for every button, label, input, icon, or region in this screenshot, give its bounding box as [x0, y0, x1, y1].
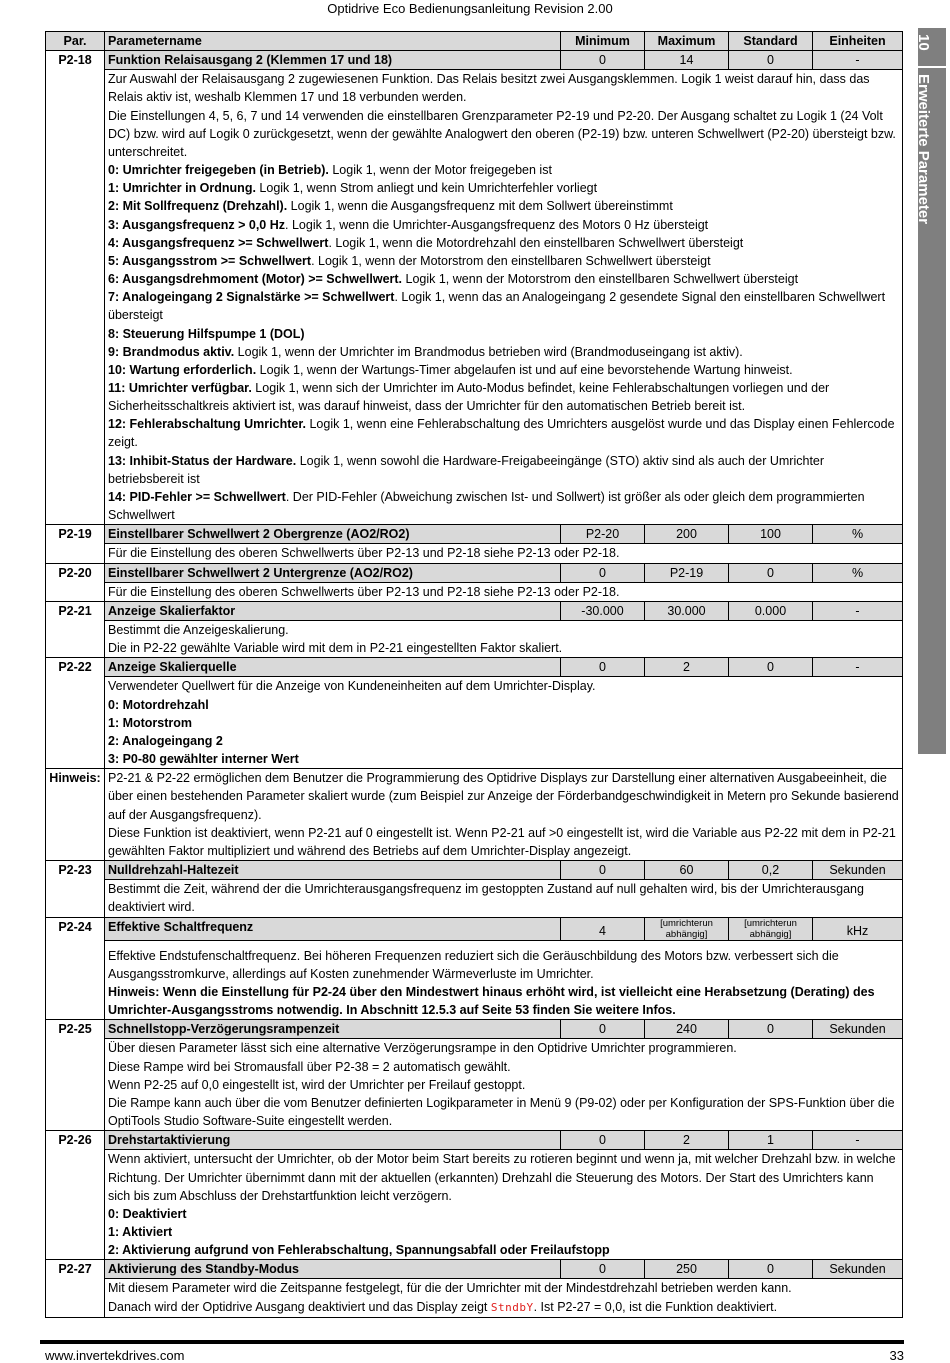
section-title: Erweiterte Parameter [915, 74, 932, 225]
option-item [108, 452, 899, 488]
option-text: Logik 1, wenn sowohl die Hardware-Freigabeeingänge (STO) aktiv sind als auch der Umrichter betriebsbereit ist [108, 453, 825, 486]
option-label: 9: Brandmodus aktiv. [108, 344, 235, 359]
param-max: 200 [645, 525, 729, 544]
param-name: Anzeige Skalierfaktor [105, 601, 561, 620]
desc-text: . Ist P2-27 = 0,0, ist die Funktion deaktiviert. [533, 1299, 778, 1314]
option-label: 2: Mit Sollfrequenz (Drehzahl). [108, 199, 288, 214]
option-item: 3: P0-80 gewählter interner Wert [108, 752, 299, 767]
option-item: 1: Aktiviert [108, 1225, 173, 1239]
param-desc-p2-23 [46, 880, 903, 917]
param-max: 250 [645, 1260, 729, 1279]
section-number-box [915, 28, 946, 68]
param-default: [umrichterun abhängig] [729, 917, 813, 940]
param-default: 1 [729, 1131, 813, 1150]
option-text: . Logik 1, wenn die Motordrehzahl den einstellbaren Schwellwert übersteigt [328, 235, 744, 250]
col-par: Par. [46, 32, 105, 51]
param-id: P2-20 [46, 563, 105, 601]
option-label: 13: Inhibit-Status der Hardware. [108, 453, 297, 468]
param-max: 2 [645, 658, 729, 677]
param-default: 0 [729, 1260, 813, 1279]
note-label: Hinweis: [46, 769, 105, 861]
desc-paragraph: Zur Auswahl der Relaisausgang 2 zugewiesenen Funktion. Das Relais besitzt zwei Ausgangsklemmen. Logik 1 weist darauf hin, dass das Relais aktiv ist, weshalb Klemmen 17 und 18 verbunden werden. [108, 72, 870, 105]
param-max: 240 [645, 1020, 729, 1039]
param-row-p2-26 [46, 1131, 903, 1150]
option-text: Logik 1, wenn der Wartungs-Timer abgelaufen ist und auf eine bevorstehende Wartung hinweist. [256, 362, 793, 377]
option-label: 10: Wartung erforderlich. [108, 362, 257, 377]
param-row-p2-18 [46, 51, 903, 70]
option-label: 8: Steuerung Hilfspumpe 1 (DOL) [108, 326, 305, 341]
option-text: Logik 1, wenn der Umrichter im Brandmodus betrieben wird (Brandmoduseingang ist aktiv). [234, 344, 743, 359]
footer-website: www.invertekdrives.com [45, 1348, 185, 1363]
option-item: 0: Deaktiviert [108, 1206, 187, 1221]
param-min: -30.000 [561, 601, 645, 620]
note-paragraph: P2-21 & P2-22 ermöglichen dem Benutzer die Programmierung des Optidrive Displays zur Darstellung einer alternativen Ausgabeeinheit, die über einen bestehenden Parameter skaliert wurde (zum Beispiel zur Anzeige der Förderbandgeschwindigkeit in Metern pro Sekunde basierend auf der Ausgangsfrequenz). [108, 771, 899, 822]
desc-line: Über diesen Parameter lässt sich eine alternative Verzögerungsrampe in den Optidrive Umrichter programmieren. [108, 1041, 737, 1056]
param-unit: % [813, 525, 903, 544]
param-description: Für die Einstellung des oberen Schwellwerts über P2-13 und P2-18 siehe P2-13 oder P2-18. [105, 544, 903, 563]
param-unit: - [813, 658, 903, 677]
option-item [108, 179, 899, 197]
desc-line: Wenn P2-25 auf 0,0 eingestellt ist, wird der Umrichter per Freilauf gestoppt. [108, 1077, 526, 1092]
param-row-p2-21 [46, 601, 903, 620]
param-id: P2-21 [46, 601, 105, 657]
option-item [108, 252, 899, 270]
param-name: Einstellbarer Schwellwert 2 Obergrenze (AO2/RO2) [105, 525, 561, 544]
param-id: P2-24 [46, 917, 105, 1020]
option-label: 14: PID-Fehler >= Schwellwert [108, 489, 286, 504]
param-name: Einstellbarer Schwellwert 2 Untergrenze (AO2/RO2) [105, 563, 561, 582]
param-unit: Sekunden [813, 1020, 903, 1039]
option-text: Logik 1, wenn die Ausgangsfrequenz mit dem Sollwert übereinstimmt [287, 199, 673, 214]
param-unit: - [813, 601, 903, 620]
param-desc-p2-19 [46, 544, 903, 563]
param-description [105, 70, 903, 525]
param-min: 0 [561, 1020, 645, 1039]
desc-paragraph: Die Einstellungen 4, 5, 6, 7 und 14 verwenden die einstellbaren Grenzparameter P2-19 und P2-20. Der Ausgang schaltet zu Logik 1 (24 Volt DC) bzw. wird auf Logik 0 zurückgesetzt, wenn der gewählte Analogwert den oberen (P2-19) bzw. unteren Schwellwert (P2-20) übersteigt bzw. unterschreitet. [108, 108, 896, 159]
param-min: 0 [561, 658, 645, 677]
param-row-p2-19 [46, 525, 903, 544]
param-unit: - [813, 1131, 903, 1150]
option-item: 2: Analogeingang 2 [108, 733, 223, 748]
option-label: 0: Umrichter freigegeben (in Betrieb). [108, 163, 329, 178]
param-max: [umrichterun abhängig] [645, 917, 729, 940]
option-item [108, 379, 899, 415]
standby-display-text: StndbY [490, 1300, 534, 1314]
param-id: P2-27 [46, 1260, 105, 1317]
option-text: . Der PID-Fehler (Abweichung zwischen Ist- und Sollwert) ist größer als oder gleich dem programmierten Schwellwert [108, 489, 865, 523]
param-desc-p2-26 [46, 1150, 903, 1260]
param-id: P2-26 [46, 1131, 105, 1260]
param-row-p2-22 [46, 658, 903, 677]
param-description [105, 1150, 903, 1260]
desc-line: Mit diesem Parameter wird die Zeitspanne festgelegt, für die der Umrichter mit der Mindestdrehzahl betrieben werden kann. [108, 1281, 792, 1296]
param-unit: kHz [813, 917, 903, 940]
option-item [108, 325, 899, 343]
page-header: Optidrive Eco Bedienungsanleitung Revision 2.00 [327, 1, 613, 16]
param-desc-p2-25 [46, 1039, 903, 1131]
param-row-p2-20 [46, 563, 903, 582]
param-default: 0,2 [729, 861, 813, 880]
option-label: 5: Ausgangsstrom >= Schwellwert [108, 253, 312, 268]
desc-line: Verwendeter Quellwert für die Anzeige von Kundeneinheiten auf dem Umrichter-Display. [108, 679, 596, 694]
desc-line: Bestimmt die Anzeigeskalierung. [108, 623, 289, 637]
param-name: Nulldrehzahl-Haltezeit [105, 861, 561, 880]
param-min: 0 [561, 563, 645, 582]
desc-line [108, 1298, 899, 1317]
option-item: 2: Aktivierung aufgrund von Fehlerabschaltung, Spannungsabfall oder Freilaufstopp [108, 1243, 610, 1258]
param-unit: Sekunden [813, 861, 903, 880]
option-text: Logik 1, wenn eine Fehlerabschaltung des Umrichters ausgelöst wurde und das Display einen Fehlercode zeigt. [108, 417, 895, 450]
param-description [105, 1039, 903, 1131]
param-max: 2 [645, 1131, 729, 1150]
option-text: . Logik 1, wenn die Umrichter-Ausgangsfrequenz des Motors 0 Hz übersteigt [285, 217, 709, 232]
param-desc-p2-21 [46, 621, 903, 658]
section-number: 10 [915, 34, 932, 51]
desc-paragraph: Effektive Endstufenschaltfrequenz. Bei höheren Frequenzen reduziert sich die Geräuschbildung des Motors bzw. verbessert sich die Ausgangsstromkurve, allerdings auf Kosten zunehmender Wärmeverluste im Umrichter. [108, 948, 839, 981]
option-list [108, 161, 899, 524]
option-item [108, 343, 899, 361]
page-number: 33 [889, 1348, 904, 1363]
param-max: 60 [645, 861, 729, 880]
footer-rule [40, 1340, 904, 1344]
desc-line: Diese Rampe wird bei Stromausfall über P2-38 = 2 automatisch gewählt. [108, 1059, 511, 1074]
param-default: 100 [729, 525, 813, 544]
param-desc-p2-27 [46, 1279, 903, 1317]
param-unit: - [813, 51, 903, 70]
param-id: P2-25 [46, 1020, 105, 1131]
param-description: Bestimmt die Zeit, während der die Umrichterausgangsfrequenz im gestoppten Zustand auf null gehalten wird, bis der Umrichterausgang deaktiviert wird. [105, 880, 903, 917]
param-default: 0 [729, 1020, 813, 1039]
option-label: 12: Fehlerabschaltung Umrichter. [108, 417, 306, 432]
option-text: Logik 1, wenn der Motor freigegeben ist [328, 163, 552, 178]
desc-paragraph: Wenn aktiviert, untersucht der Umrichter, ob der Motor beim Start bereits zu rotieren beginnt und wenn ja, mit welcher Drehzahl bzw. in welche Richtung. Der Umrichter übernimmt dann mit der aktuellen (erkannten) Drehzahl die Steuerung des Motors. Der Start des Umrichters kann sich bis zum Abschluss der Drehstartfunktion leicht verzögern. [108, 1152, 896, 1203]
param-name: Aktivierung des Standby-Modus [105, 1260, 561, 1279]
param-unit: Sekunden [813, 1260, 903, 1279]
param-max: P2-19 [645, 563, 729, 582]
col-name: Parametername [105, 32, 561, 51]
option-text: Logik 1, wenn der Motorstrom den einstellbaren Schwellwert übersteigt [402, 272, 799, 287]
option-label: 6: Ausgangsdrehmoment (Motor) >= Schwellwert. [108, 272, 403, 287]
option-item [108, 361, 899, 379]
option-item [108, 488, 899, 524]
option-text: . Logik 1, wenn das an Analogeingang 2 gesendete Signal den einstellbaren Schwellwert übersteigt [108, 290, 886, 323]
option-item [108, 161, 899, 179]
param-default: 0 [729, 51, 813, 70]
table-header-row [46, 32, 903, 51]
note-paragraph: Diese Funktion ist deaktiviert, wenn P2-21 auf 0 eingestellt ist. Wenn P2-21 auf >0 eingestellt ist, wird die Variable aus P2-22 mit dem in P2-21 gewählten Faktor multipliziert und während des Betriebs auf dem Umrichter-Display angezeigt. [108, 825, 896, 858]
desc-text: Danach wird der Optidrive Ausgang deaktiviert und das Display zeigt [108, 1299, 491, 1314]
param-min: P2-20 [561, 525, 645, 544]
option-label: 7: Analogeingang 2 Signalstärke >= Schwellwert [108, 290, 395, 305]
param-min: 0 [561, 861, 645, 880]
desc-line: Die Rampe kann auch über die vom Benutzer definierten Logikparameter in Menü 9 (P9-02) oder per Konfiguration der SPS-Funktion über die OptiTools Studio Software-Suite eingestellt werden. [108, 1095, 895, 1129]
option-item [108, 288, 899, 324]
param-name: Anzeige Skalierquelle [105, 658, 561, 677]
param-desc-p2-24 [46, 940, 903, 1020]
param-min: 4 [561, 917, 645, 940]
desc-note: Hinweis: Wenn die Einstellung für P2-24 über den Mindestwert hinaus erhöht wird, ist vielleicht eine Herabsetzung (Derating) des Umrichter-Ausgangsstroms notwendig. In Abschnitt 12.5.3 auf Seite 53 finden Sie weitere Infos. [108, 984, 875, 1018]
param-id: P2-23 [46, 861, 105, 917]
param-unit: % [813, 563, 903, 582]
param-name: Funktion Relaisausgang 2 (Klemmen 17 und 18) [105, 51, 561, 70]
option-item: 0: Motordrehzahl [108, 697, 209, 712]
option-text: . Logik 1, wenn der Motorstrom den einstellbaren Schwellwert übersteigt [311, 253, 711, 268]
param-min: 0 [561, 51, 645, 70]
col-unit: Einheiten [813, 32, 903, 51]
param-desc-p2-22 [46, 677, 903, 769]
param-description: Für die Einstellung des oberen Schwellwerts über P2-13 und P2-18 siehe P2-13 oder P2-18. [105, 582, 903, 601]
param-max: 14 [645, 51, 729, 70]
option-item [108, 270, 899, 288]
col-max: Maximum [645, 32, 729, 51]
option-item [108, 216, 899, 234]
param-default: 0 [729, 658, 813, 677]
param-name: Schnellstopp-Verzögerungsrampenzeit [105, 1020, 561, 1039]
col-min: Minimum [561, 32, 645, 51]
param-row-p2-23 [46, 861, 903, 880]
param-default: 0 [729, 563, 813, 582]
param-description [105, 621, 903, 658]
option-item: 1: Motorstrom [108, 715, 193, 730]
option-item [108, 234, 899, 252]
parameter-table [45, 31, 903, 1318]
desc-line: Die in P2-22 gewählte Variable wird mit dem in P2-21 eingestellten Faktor skaliert. [108, 641, 563, 656]
param-description [105, 677, 903, 769]
note-text [105, 769, 903, 861]
option-text: Logik 1, wenn sich der Umrichter im Auto-Modus befindet, keine Fehlerabschaltungen vorliegen und der Sicherheitsschaltkreis aktiviert ist, was darauf hinweist, dass der Umrichter für den automatischen Betrieb bereit ist. [108, 380, 830, 414]
param-name: Effektive Schaltfrequenz [105, 917, 561, 940]
option-label: 11: Umrichter verfügbar. [108, 380, 252, 395]
option-item [108, 415, 899, 451]
param-row-p2-27 [46, 1260, 903, 1279]
param-name: Drehstartaktivierung [105, 1131, 561, 1150]
param-min: 0 [561, 1131, 645, 1150]
param-desc-p2-18 [46, 70, 903, 525]
option-label: 1: Umrichter in Ordnung. [108, 181, 256, 196]
param-description [105, 940, 903, 1020]
note-row [46, 769, 903, 861]
option-item [108, 197, 899, 215]
param-max: 30.000 [645, 601, 729, 620]
section-tab [915, 28, 946, 754]
param-min: 0 [561, 1260, 645, 1279]
param-id: P2-22 [46, 658, 105, 769]
param-row-p2-24 [46, 917, 903, 940]
option-label: 4: Ausgangsfrequenz >= Schwellwert [108, 235, 329, 250]
param-row-p2-25 [46, 1020, 903, 1039]
param-description [105, 1279, 903, 1317]
option-text: Logik 1, wenn Strom anliegt und kein Umrichterfehler vorliegt [255, 181, 598, 196]
option-label: 3: Ausgangsfrequenz > 0,0 Hz [108, 217, 286, 232]
param-id: P2-19 [46, 525, 105, 563]
col-default: Standard [729, 32, 813, 51]
param-desc-p2-20 [46, 582, 903, 601]
param-id: P2-18 [46, 51, 105, 525]
param-default: 0.000 [729, 601, 813, 620]
